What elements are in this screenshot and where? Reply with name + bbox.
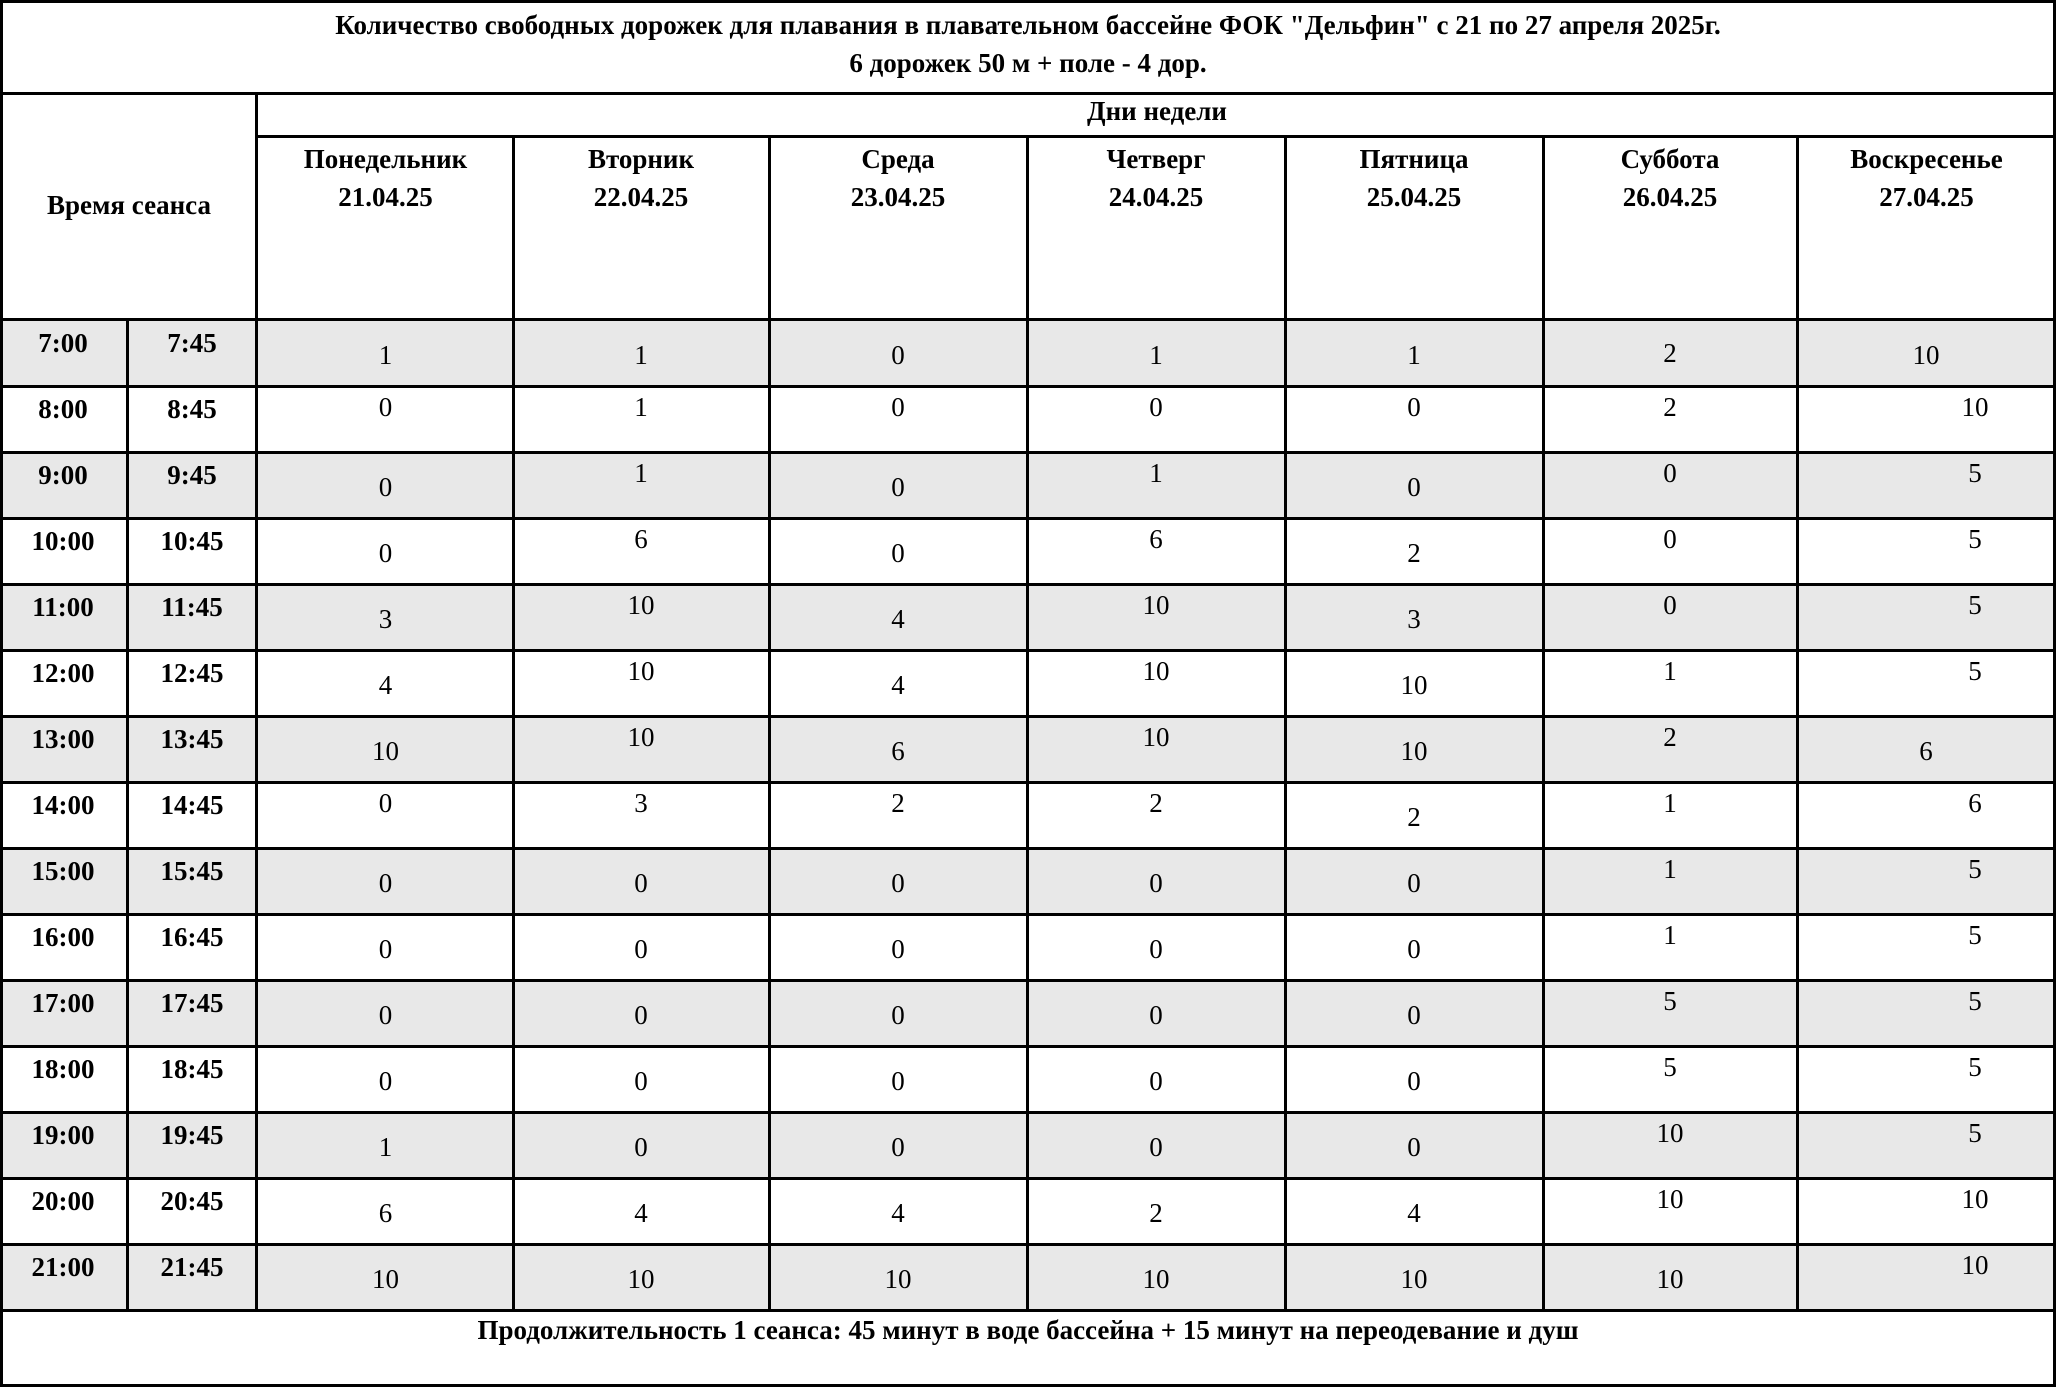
col-divider-time [255, 92, 258, 1310]
day-header [1797, 140, 2056, 216]
free-lanes-count: 10 [1400, 670, 1428, 700]
session-end: 15:45 [160, 856, 224, 886]
free-lanes-count: 1 [378, 1132, 393, 1162]
free-lanes-count: 0 [891, 392, 905, 422]
free-lanes-count: 2 [1407, 538, 1421, 568]
free-lanes-count: 10 [1656, 1118, 1684, 1148]
day-header [769, 140, 1027, 216]
free-lanes-count: 5 [1968, 854, 1982, 884]
table-title [0, 6, 2056, 82]
free-lanes-count: 1 [378, 340, 393, 370]
free-lanes-count: 0 [378, 1066, 393, 1096]
free-lanes-count: 0 [1149, 1132, 1163, 1162]
free-lanes-count: 10 [1961, 1184, 1989, 1214]
col-divider-day [1284, 135, 1287, 1310]
free-lanes-count: 1 [1407, 340, 1421, 370]
col-divider-start-end [126, 320, 129, 1310]
session-start: 18:00 [31, 1054, 95, 1084]
free-lanes-count: 5 [1968, 656, 1982, 686]
free-lanes-count: 3 [378, 604, 393, 634]
free-lanes-count: 5 [1968, 590, 1982, 620]
col-divider-day [512, 135, 515, 1310]
free-lanes-count: 5 [1968, 1052, 1982, 1082]
day-name: Среда [861, 144, 935, 174]
day-name: Воскресенье [1850, 144, 2003, 174]
day-name: Пятница [1359, 144, 1469, 174]
day-date: 26.04.25 [1622, 182, 1718, 212]
free-lanes-count: 0 [1149, 868, 1163, 898]
day-date: 27.04.25 [1879, 182, 1974, 212]
free-lanes-count: 2 [1663, 392, 1677, 422]
col-divider-day [768, 135, 771, 1310]
session-start: 20:00 [31, 1186, 95, 1216]
free-lanes-count: 0 [891, 868, 905, 898]
free-lanes-count: 10 [627, 722, 655, 752]
session-start: 9:00 [38, 460, 88, 490]
free-lanes-count: 1 [1663, 656, 1677, 686]
day-name: Суббота [1620, 144, 1720, 174]
day-header [1027, 140, 1285, 216]
free-lanes-count: 0 [1149, 934, 1163, 964]
free-lanes-count: 0 [378, 392, 393, 422]
free-lanes-count: 0 [1407, 1000, 1421, 1030]
session-end: 21:45 [160, 1252, 224, 1282]
session-end: 10:45 [160, 526, 224, 556]
free-lanes-count: 10 [1961, 1250, 1989, 1280]
free-lanes-count: 5 [1663, 1052, 1677, 1082]
free-lanes-count: 6 [634, 524, 648, 554]
free-lanes-count: 6 [1919, 736, 1933, 766]
free-lanes-count: 6 [1149, 524, 1163, 554]
free-lanes-count: 10 [1912, 340, 1940, 370]
free-lanes-count: 10 [627, 590, 655, 620]
free-lanes-count: 1 [1663, 788, 1677, 818]
free-lanes-count: 10 [1656, 1184, 1684, 1214]
free-lanes-count: 0 [891, 934, 905, 964]
free-lanes-count: 0 [634, 1066, 648, 1096]
free-lanes-count: 10 [1400, 736, 1428, 766]
free-lanes-count: 0 [1149, 1000, 1163, 1030]
free-lanes-count: 0 [634, 1000, 648, 1030]
session-end: 7:45 [167, 328, 217, 358]
session-start: 11:00 [32, 592, 94, 622]
free-lanes-count: 2 [1663, 338, 1677, 368]
free-lanes-count: 5 [1968, 986, 1982, 1016]
free-lanes-count: 5 [1663, 986, 1677, 1016]
free-lanes-count: 0 [891, 1132, 905, 1162]
free-lanes-count: 0 [891, 472, 905, 502]
session-end: 8:45 [167, 394, 217, 424]
title-line-1: Количество свободных дорожек для плавания в плавательном бассейне ФОК "Дельфин" с 21 по 27 апреля 2025г. [335, 10, 1721, 40]
free-lanes-count: 6 [1968, 788, 1982, 818]
session-end: 12:45 [160, 658, 224, 688]
free-lanes-count: 10 [1961, 392, 1989, 422]
free-lanes-count: 3 [634, 788, 648, 818]
free-lanes-count: 0 [891, 340, 905, 370]
border-top [0, 0, 2056, 3]
free-lanes-count: 0 [1407, 1066, 1421, 1096]
day-name: Понедельник [303, 144, 468, 174]
free-lanes-count: 0 [891, 1000, 905, 1030]
session-end: 9:45 [167, 460, 217, 490]
free-lanes-count: 0 [1663, 590, 1677, 620]
free-lanes-count: 0 [1407, 392, 1421, 422]
time-header: Время сеанса [47, 190, 211, 220]
free-lanes-count: 0 [1663, 524, 1677, 554]
free-lanes-count: 2 [1149, 788, 1163, 818]
free-lanes-count: 0 [378, 1000, 393, 1030]
free-lanes-count: 5 [1968, 1118, 1982, 1148]
free-lanes-count: 4 [1407, 1198, 1421, 1228]
free-lanes-count: 4 [891, 670, 905, 700]
free-lanes-count: 0 [1149, 392, 1163, 422]
day-name: Вторник [587, 144, 695, 174]
free-lanes-count: 1 [634, 340, 648, 370]
title-line-2: 6 дорожек 50 м + поле - 4 дор. [849, 48, 1207, 78]
free-lanes-count: 10 [1142, 590, 1170, 620]
free-lanes-count: 0 [1663, 458, 1677, 488]
free-lanes-count: 10 [372, 736, 399, 766]
days-header-divider [258, 135, 2056, 138]
free-lanes-count: 0 [378, 868, 393, 898]
free-lanes-count: 5 [1968, 920, 1982, 950]
free-lanes-count: 0 [1407, 1132, 1421, 1162]
free-lanes-count: 0 [634, 934, 648, 964]
free-lanes-count: 10 [1142, 656, 1170, 686]
session-start: 10:00 [31, 526, 95, 556]
free-lanes-count: 2 [1663, 722, 1677, 752]
session-start: 16:00 [31, 922, 95, 952]
session-start: 13:00 [31, 724, 95, 754]
free-lanes-count: 5 [1968, 524, 1982, 554]
free-lanes-count: 4 [891, 1198, 905, 1228]
free-lanes-count: 10 [1142, 1264, 1170, 1294]
free-lanes-count: 0 [378, 472, 393, 502]
free-lanes-count: 1 [634, 392, 648, 422]
free-lanes-count: 4 [378, 670, 393, 700]
free-lanes-count: 4 [634, 1198, 648, 1228]
free-lanes-count: 3 [1407, 604, 1421, 634]
free-lanes-count: 0 [378, 934, 393, 964]
free-lanes-count: 1 [1149, 458, 1163, 488]
session-start: 15:00 [31, 856, 95, 886]
free-lanes-count: 4 [891, 604, 905, 634]
free-lanes-count: 6 [891, 736, 905, 766]
free-lanes-count: 2 [891, 788, 905, 818]
day-header [1543, 140, 1797, 216]
day-date: 25.04.25 [1366, 182, 1462, 212]
free-lanes-count: 1 [634, 458, 648, 488]
free-lanes-count: 10 [884, 1264, 912, 1294]
free-lanes-count: 0 [891, 1066, 905, 1096]
free-lanes-count: 0 [634, 868, 648, 898]
session-end: 20:45 [160, 1186, 224, 1216]
free-lanes-count: 5 [1968, 458, 1982, 488]
session-start: 17:00 [31, 988, 95, 1018]
day-header [1285, 140, 1543, 216]
day-name: Четверг [1106, 144, 1206, 174]
free-lanes-count: 1 [1149, 340, 1163, 370]
session-end: 18:45 [160, 1054, 224, 1084]
free-lanes-count: 10 [372, 1264, 399, 1294]
free-lanes-count: 1 [1663, 854, 1677, 884]
day-date: 23.04.25 [850, 182, 946, 212]
free-lanes-count: 6 [378, 1198, 393, 1228]
free-lanes-count: 2 [1149, 1198, 1163, 1228]
session-start: 7:00 [38, 328, 88, 358]
free-lanes-count: 0 [378, 538, 393, 568]
free-lanes-count: 0 [1407, 472, 1421, 502]
free-lanes-count: 0 [891, 538, 905, 568]
session-duration-note: Продолжительность 1 сеанса: 45 минут в воде бассейна + 15 минут на переодевание и душ [477, 1315, 1579, 1345]
day-header [258, 140, 513, 216]
free-lanes-count: 1 [1663, 920, 1677, 950]
session-end: 13:45 [160, 724, 224, 754]
col-divider-day [1026, 135, 1029, 1310]
session-start: 14:00 [31, 790, 95, 820]
day-date: 21.04.25 [338, 182, 433, 212]
free-lanes-count: 0 [1149, 1066, 1163, 1096]
free-lanes-count: 10 [627, 1264, 655, 1294]
free-lanes-count: 10 [1400, 1264, 1428, 1294]
free-lanes-count: 10 [1656, 1264, 1684, 1294]
session-start: 8:00 [38, 394, 88, 424]
free-lanes-count: 10 [1142, 722, 1170, 752]
session-end: 11:45 [161, 592, 223, 622]
day-date: 24.04.25 [1108, 182, 1204, 212]
free-lanes-count: 0 [1407, 934, 1421, 964]
session-end: 16:45 [160, 922, 224, 952]
session-end: 17:45 [160, 988, 224, 1018]
session-start: 19:00 [31, 1120, 95, 1150]
title-divider [0, 92, 2056, 95]
col-divider-day [1796, 135, 1799, 1310]
free-lanes-count: 2 [1407, 802, 1421, 832]
col-divider-day [1542, 135, 1545, 1310]
day-header [513, 140, 769, 216]
free-lanes-count: 10 [627, 656, 655, 686]
free-lanes-count: 0 [634, 1132, 648, 1162]
session-start: 12:00 [31, 658, 95, 688]
day-date: 22.04.25 [593, 182, 689, 212]
session-end: 19:45 [160, 1120, 224, 1150]
free-lanes-count: 0 [1407, 868, 1421, 898]
session-start: 21:00 [31, 1252, 95, 1282]
free-lanes-count: 0 [378, 788, 393, 818]
days-header: Дни недели [1087, 96, 1227, 126]
session-end: 14:45 [160, 790, 224, 820]
